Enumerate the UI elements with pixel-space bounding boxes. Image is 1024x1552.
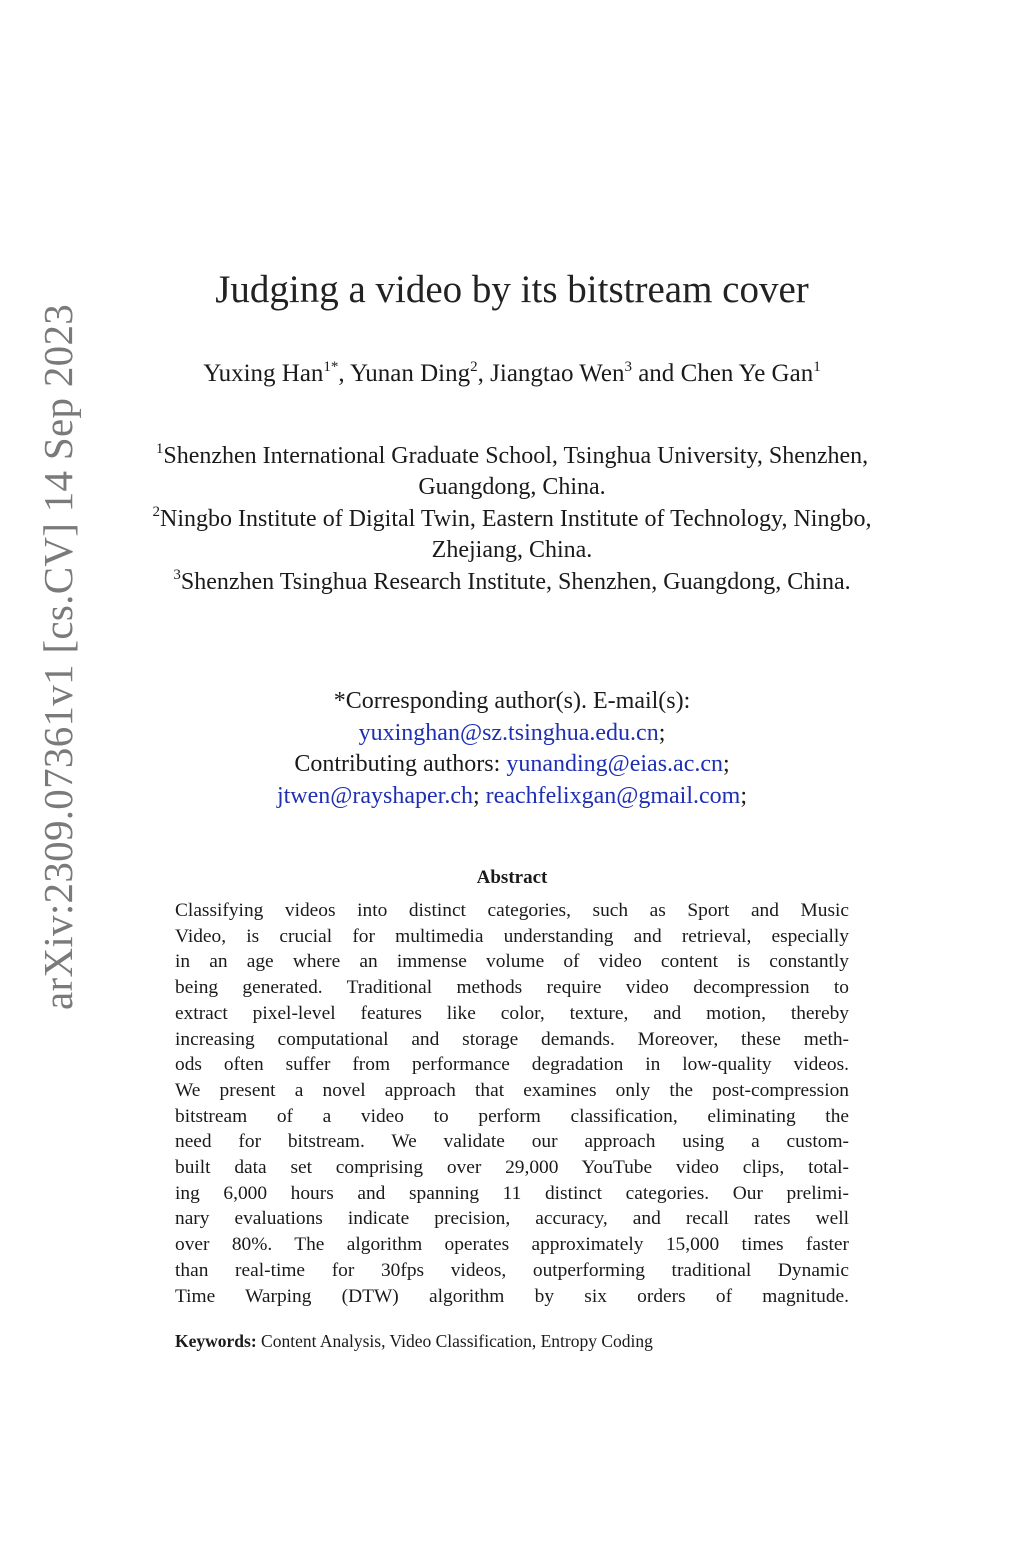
author-affiliation-mark: 2 xyxy=(470,359,478,375)
abstract-line: in an age where an immense volume of video content is constantly xyxy=(175,951,849,973)
abstract-line: built data set comprising over 29,000 YouTube video clips, total- xyxy=(175,1157,849,1179)
affiliation-mark: 1 xyxy=(155,441,164,457)
abstract-line: nary evaluations indicate precision, accuracy, and recall rates well xyxy=(175,1208,849,1230)
abstract-line: increasing computational and storage demands. Moreover, these meth- xyxy=(175,1028,849,1050)
author-name: Yuxing Han xyxy=(203,360,324,387)
contributing-email-link[interactable]: yunanding@eias.ac.cn xyxy=(506,751,724,777)
abstract-heading: Abstract xyxy=(476,867,548,888)
author-affiliation-mark: 1* xyxy=(323,359,339,375)
abstract-line: Video, is crucial for multimedia understanding and retrieval, especially xyxy=(175,925,849,947)
affiliation-mark: 3 xyxy=(173,566,181,583)
email-separator: ; xyxy=(740,782,748,809)
author-name: Yunan Ding xyxy=(350,360,471,387)
abstract-line: Time Warping (DTW) algorithm by six orders of magnitude. xyxy=(175,1285,849,1307)
email-separator: ; xyxy=(658,719,666,746)
affiliation-item xyxy=(140,504,884,567)
abstract-line: extract pixel-level features like color, texture, and motion, thereby xyxy=(175,1002,849,1024)
author-separator: and xyxy=(631,360,681,387)
email-separator: ; xyxy=(473,782,480,809)
affiliation-item xyxy=(140,441,884,504)
abstract-line: need for bitstream. We validate our approach using a custom- xyxy=(175,1131,849,1153)
affiliation-text: Shenzhen Tsinghua Research Institute, Shenzhen, Guangdong, China. xyxy=(180,568,851,595)
abstract-line: being generated. Traditional methods require video decompression to xyxy=(175,977,849,999)
keywords-block xyxy=(175,1329,875,1353)
affiliation-mark: 2 xyxy=(152,503,161,520)
contributing-emails-line xyxy=(140,781,884,813)
abstract-line: over 80%. The algorithm operates approximately 15,000 times faster xyxy=(175,1234,849,1256)
author-list xyxy=(150,358,874,390)
author-separator: , xyxy=(477,360,491,387)
corresponding-email-link[interactable]: yuxinghan@sz.tsinghua.edu.cn xyxy=(358,719,659,746)
arxiv-identifier-stamp: arXiv:2309.07361v1 [cs.CV] 14 Sep 2023 xyxy=(35,303,81,1010)
author-name: Chen Ye Gan xyxy=(680,360,814,387)
author-separator: , xyxy=(338,360,350,387)
affiliation-text: Shenzhen International Graduate School, Tsinghua University, Shenzhen, Guangdong, China. xyxy=(163,443,869,501)
correspondence-block xyxy=(140,686,884,812)
corresponding-email-line xyxy=(140,718,884,750)
author-affiliation-mark: 1 xyxy=(813,359,821,375)
affiliation-item xyxy=(140,567,884,598)
abstract-line: than real-time for 30fps videos, outperforming traditional Dynamic xyxy=(175,1259,849,1281)
author-affiliation-mark: 3 xyxy=(624,359,632,375)
contributing-line xyxy=(140,749,884,781)
keywords-label: Keywords: xyxy=(175,1331,257,1351)
keywords-text: Content Analysis, Video Classification, Entropy Coding xyxy=(261,1331,653,1351)
email-separator: ; xyxy=(723,751,730,777)
corresponding-label: *Corresponding author(s). E-mail(s): xyxy=(333,688,691,714)
abstract-line: Classifying videos into distinct categories, such as Sport and Music xyxy=(175,900,849,921)
abstract-line: bitstream of a video to perform classification, eliminating the xyxy=(175,1105,849,1127)
contributing-email-link[interactable]: reachfelixgan@gmail.com xyxy=(485,782,741,809)
contributing-email-link[interactable]: jtwen@rayshaper.ch xyxy=(276,782,473,809)
abstract-line: ing 6,000 hours and spanning 11 distinct categories. Our prelimi- xyxy=(175,1182,849,1204)
contributing-label: Contributing authors: xyxy=(294,751,501,777)
paper-title: Judging a video by its bitstream cover xyxy=(215,268,809,311)
abstract-line: We present a novel approach that examines only the post-compression xyxy=(175,1079,849,1101)
abstract-body xyxy=(175,898,849,1309)
affiliation-text: Ningbo Institute of Digital Twin, Eastern Institute of Technology, Ningbo, Zhejiang, China. xyxy=(160,505,872,564)
affiliation-list xyxy=(140,441,884,598)
author-name: Jiangtao Wen xyxy=(490,360,625,387)
abstract-line: ods often suffer from performance degradation in low-quality videos. xyxy=(175,1054,849,1076)
